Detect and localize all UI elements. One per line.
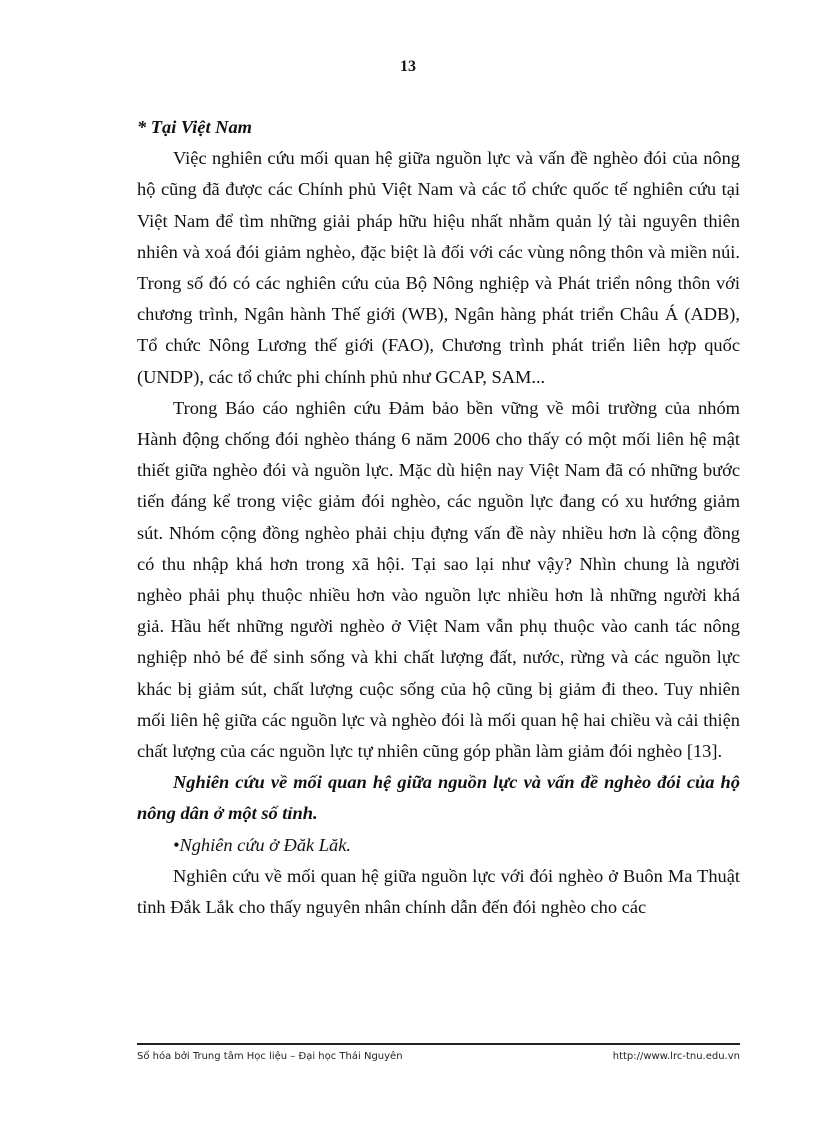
bullet-heading: •Nghiên cứu ở Đăk Lăk. bbox=[173, 834, 351, 855]
footer-divider bbox=[137, 1043, 740, 1045]
document-body bbox=[137, 112, 740, 923]
footer-url[interactable]: http://www.lrc-tnu.edu.vn bbox=[612, 1051, 740, 1062]
paragraph-2: Trong Báo cáo nghiên cứu Đảm bảo bền vững về môi trường của nhóm Hành động chống đói nghèo tháng 6 năm 2006 cho thấy có một mối liên hệ mật thiết giữa nghèo đói và nguồn lực. Mặc dù hiện nay Việt Nam đã có những bước tiến đáng kể trong việc giảm đói nghèo, các nguồn lực đang có xu hướng giảm sút. Nhóm cộng đồng nghèo phải chịu đựng vấn đề này nhiều hơn là cộng đồng có thu nhập khá hơn trong xã hội. Tại sao lại như vậy? Nhìn chung là người nghèo phải phụ thuộc nhiều hơn vào nguồn lực nhiều hơn là những người khá giả. Hầu hết những người nghèo ở Việt Nam vẫn phụ thuộc vào canh tác nông nghiệp nhỏ bé để sinh sống và khi chất lượng đất, nước, rừng và các nguồn lực khác bị giảm sút, chất lượng cuộc sống của hộ cũng bị giảm đi theo. Tuy nhiên mối liên hệ giữa các nguồn lực và nghèo đói là mối quan hệ hai chiều và cải thiện chất lượng của các nguồn lực tự nhiên cũng góp phần làm giảm đói nghèo [13]. bbox=[137, 397, 740, 762]
paragraph-3: Nghiên cứu về mối quan hệ giữa nguồn lực với đói nghèo ở Buôn Ma Thuật tỉnh Đắk Lắk cho thấy nguyên nhân chính dẫn đến đói nghèo cho các bbox=[137, 865, 740, 918]
footer bbox=[137, 1051, 740, 1062]
section-heading: * Tại Việt Nam bbox=[137, 117, 252, 137]
footer-source: Số hóa bởi Trung tâm Học liệu – Đại học Thái Nguyên bbox=[137, 1051, 403, 1062]
paragraph-1: Việc nghiên cứu mối quan hệ giữa nguồn lực và vấn đề nghèo đói của nông hộ cũng đã được các Chính phủ Việt Nam và các tổ chức quốc tế nghiên cứu tại Việt Nam để tìm những giải pháp hữu hiệu nhất nhằm quản lý tài nguyên thiên nhiên và xoá đói giảm nghèo, đặc biệt là đối với các vùng nông thôn và miền núi. Trong số đó có các nghiên cứu của Bộ Nông nghiệp và Phát triển nông thôn với chương trình, Ngân hành Thế giới (WB), Ngân hàng phát triển Châu Á (ADB), Tổ chức Nông Lương thế giới (FAO), Chương trình phát triển liên hợp quốc (UNDP), các tổ chức phi chính phủ như GCAP, SAM... bbox=[137, 148, 740, 387]
page-number: 13 bbox=[400, 58, 416, 75]
sub-heading: Nghiên cứu về mối quan hệ giữa nguồn lực và vấn đề nghèo đói của hộ nông dân ở một số tỉnh. bbox=[137, 772, 740, 824]
